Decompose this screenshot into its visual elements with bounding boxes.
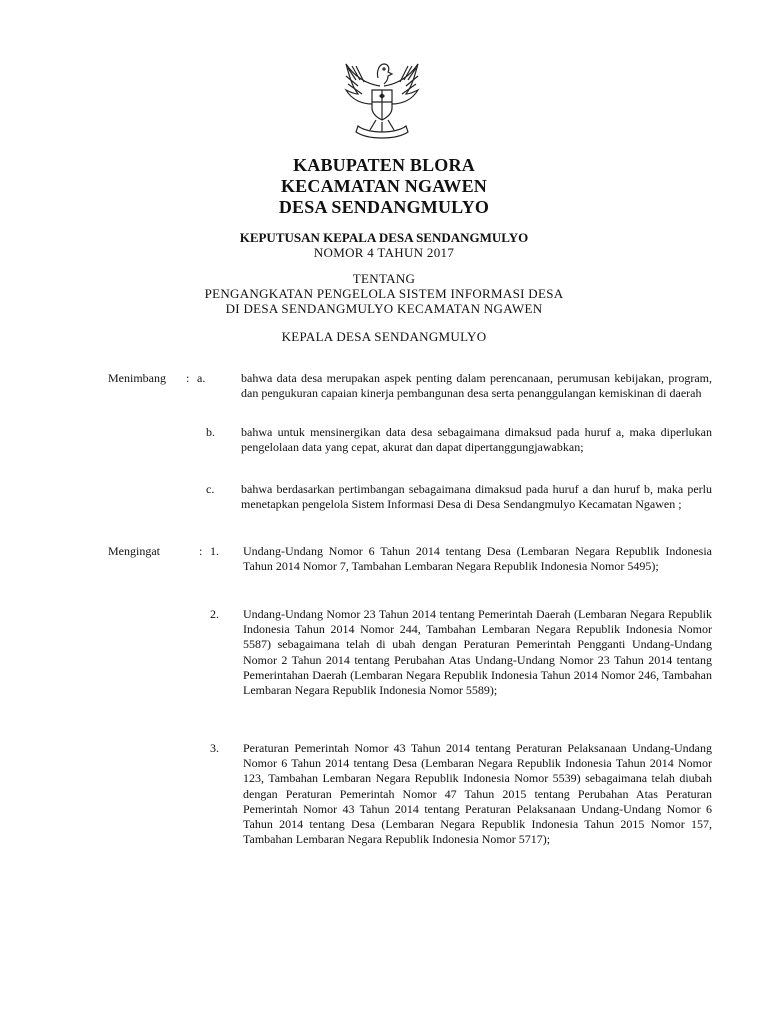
- mengingat-marker-1: 1.: [210, 544, 219, 558]
- mengingat-marker-3: 3.: [210, 741, 219, 755]
- garuda-emblem: [336, 56, 428, 142]
- mengingat-colon: :: [199, 544, 203, 558]
- header-district: KECAMATAN NGAWEN: [280, 176, 488, 196]
- decree-title: KEPUTUSAN KEPALA DESA SENDANGMULYO: [239, 230, 529, 245]
- menimbang-marker-b: b.: [206, 425, 215, 439]
- menimbang-marker-c: c.: [206, 482, 215, 496]
- menimbang-item-b: bahwa untuk mensinergikan data desa sebagaimana dimaksud pada huruf a, maka diperlukan pengelolaan data yang cepat, akurat dan dapat dipertanggungjawabkan;: [241, 425, 712, 455]
- decree-subject-line2: DI DESA SENDANGMULYO KECAMATAN NGAWEN: [225, 301, 543, 316]
- mengingat-item-3: Peraturan Pemerintah Nomor 43 Tahun 2014 tentang Peraturan Pelaksanaan Undang-Undang Nomor 6 Tahun 2014 tentang Desa (Lembaran Negara Republik Indonesia Tahun 2014 Nomor 123, Tambahan Lembaran Negara Republik Indonesia Nomor 5539) sebagaimana telah diubah dengan Peraturan Pemerintah Nomor 47 Tahun 2015 tentang Perubahan Atas Peraturan Pemerintah Nomor 43 Tahun 2014 tentang Peraturan Pelaksanaan Undang-Undang Nomor 6 Tahun 2014 tentang Desa (Lembaran Negara Republik Indonesia Tahun 2015 Nomor 157, Tambahan Lembaran Negara Republik Indonesia Nomor 5717);: [243, 741, 712, 847]
- menimbang-colon: :: [186, 371, 190, 385]
- mengingat-label: Mengingat: [108, 544, 160, 558]
- decree-issuer: KEPALA DESA SENDANGMULYO: [281, 329, 487, 344]
- header-village: DESA SENDANGMULYO: [278, 197, 490, 217]
- header-regency: KABUPATEN BLORA: [293, 155, 475, 175]
- mengingat-item-1: Undang-Undang Nomor 6 Tahun 2014 tentang Desa (Lembaran Negara Republik Indonesia Tahun 2014 Nomor 7, Tambahan Lembaran Negara Republik Indonesia Nomor 5495);: [243, 544, 712, 574]
- menimbang-item-a: bahwa data desa merupakan aspek penting dalam perencanaan, perumusan kebijakan, program, dan pengukuran capaian kinerja pembangunan desa serta penanggulangan kemiskinan di daerah: [241, 371, 712, 401]
- mengingat-item-2: Undang-Undang Nomor 23 Tahun 2014 tentang Pemerintah Daerah (Lembaran Negara Republik Indonesia Tahun 2014 Nomor 244, Tambahan Lembaran Negara Republik Indonesia Nomor 5587) sebagaimana telah di ubah dengan Peraturan Pemerintah Pengganti Undang-Undang Nomor 2 Tahun 2014 tentang Perubahan Atas Undang-Undang Nomor 23 Tahun 2014 tentang Pemerintahan Daerah (Lembaran Negara Republik Indonesia Tahun 2014 Nomor 246, Tambahan Lembaran Negara Republik Indonesia Nomor 5589);: [243, 607, 712, 698]
- decree-number: NOMOR 4 TAHUN 2017: [313, 245, 455, 260]
- decree-subject-line1: PENGANGKATAN PENGELOLA SISTEM INFORMASI DESA: [204, 286, 564, 301]
- menimbang-marker-a: a.: [197, 371, 206, 385]
- mengingat-marker-2: 2.: [210, 607, 219, 621]
- menimbang-label: Menimbang: [108, 371, 166, 385]
- decree-about: TENTANG: [352, 271, 416, 286]
- menimbang-item-c: bahwa berdasarkan pertimbangan sebagaimana dimaksud pada huruf a dan huruf b, maka perlu menetapkan pengelola Sistem Informasi Desa di Desa Sendangmulyo Kecamatan Ngawen ;: [241, 482, 712, 512]
